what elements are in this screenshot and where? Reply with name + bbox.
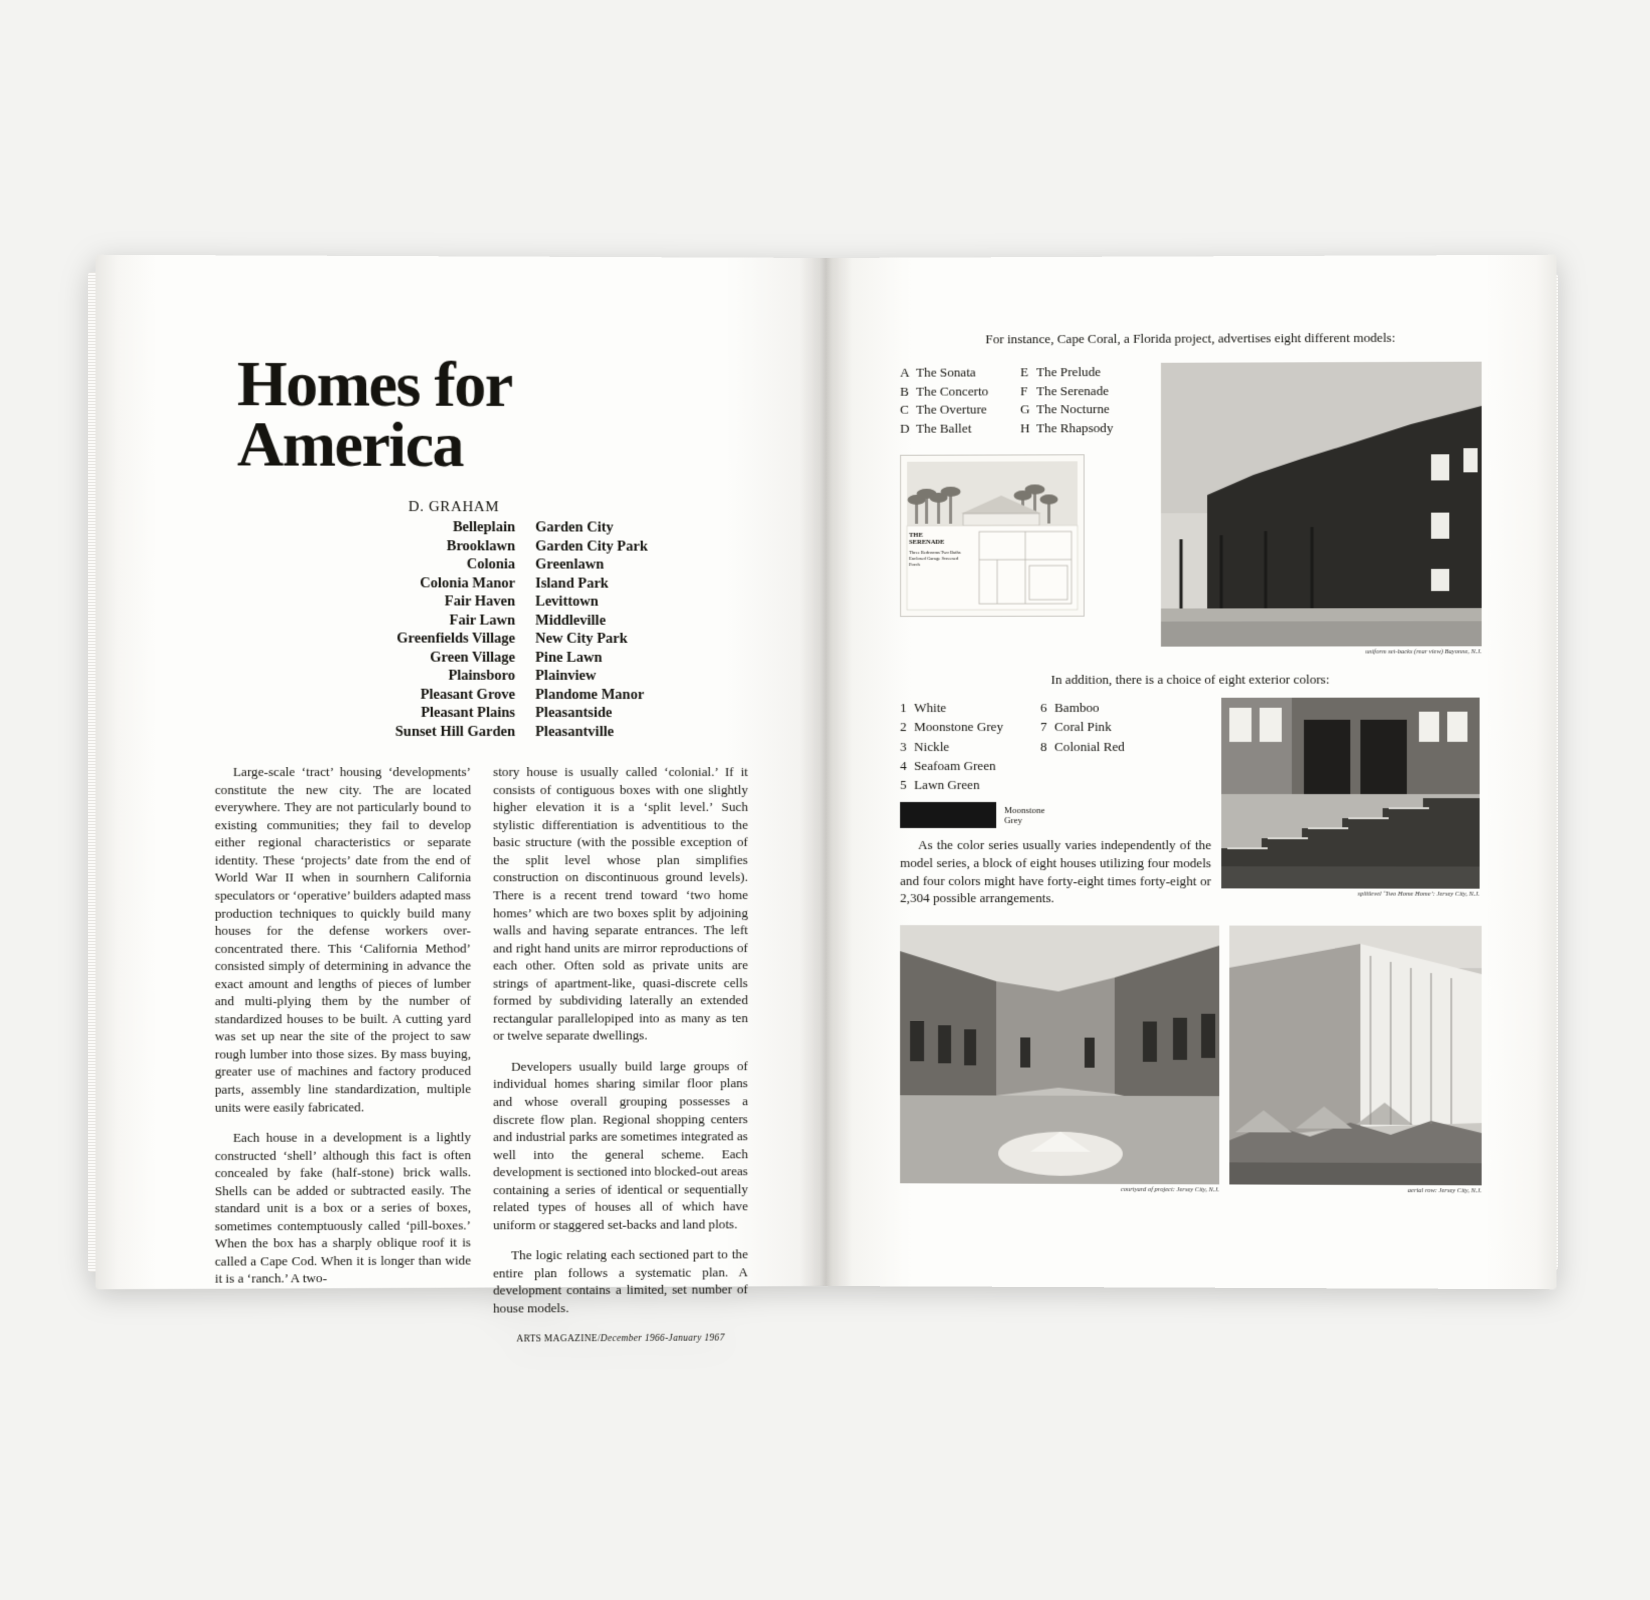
model-name: The Sonata: [916, 364, 976, 380]
table-row: [900, 698, 1201, 717]
brochure-title-line-1: THE: [909, 531, 923, 539]
color-number: 6: [1040, 699, 1047, 715]
color-number: 4: [900, 757, 907, 773]
color-names-list: [900, 698, 1201, 795]
list-item: Belleplain: [452, 519, 516, 536]
model-key: G: [1020, 401, 1030, 417]
photo-split-level-image: [1221, 698, 1479, 889]
swatch-label: [1004, 805, 1045, 826]
place-names-column-1: [366, 518, 515, 741]
colors-lead-line: In addition, there is a choice of eight exterior colors:: [1050, 671, 1330, 687]
photo-uniform-setbacks-image: [1161, 362, 1482, 647]
photo-aerial-row: [1229, 926, 1481, 1186]
color-name: Moonstone Grey: [914, 719, 1004, 735]
photo-courtyard-of-project: [900, 925, 1219, 1184]
color-name: Seafoam Green: [914, 757, 996, 773]
brochure-title-line-2: SERENADE: [909, 539, 945, 547]
list-item: Colonia Manor: [419, 575, 516, 592]
list-item: Sunset Hill Garden: [395, 723, 516, 740]
list-item: Pleasantville: [535, 723, 614, 740]
caption-courtyard: courtyard of project: Jersey City, N.J.: [1120, 1186, 1220, 1194]
table-row: [900, 736, 1201, 755]
table-row: [900, 775, 1201, 794]
model-key: H: [1020, 420, 1030, 436]
magazine-issue: December 1966-January 1967: [600, 1333, 725, 1344]
model-name: The Nocturne: [1036, 401, 1110, 417]
model-key: E: [1020, 364, 1029, 380]
article-column-2: [493, 763, 748, 1346]
bottom-photos-row: [900, 925, 1482, 1194]
photo-split-level-two-home-home: [1221, 698, 1479, 889]
color-name: Colonial Red: [1054, 738, 1125, 754]
list-item: Pleasant Grove: [420, 686, 516, 703]
caption-aerial-row: aerial row: Jersey City, N.J.: [1407, 1187, 1482, 1195]
color-name: Coral Pink: [1054, 719, 1112, 735]
table-row: [900, 363, 1141, 383]
colors-and-photo-row: [900, 698, 1482, 908]
left-page-content: [214, 336, 758, 1345]
color-number: 1: [900, 699, 907, 715]
caption-uniform-setbacks: uniform set-backs (rear view) Bayonne, N.J.: [1365, 648, 1482, 656]
model-key: A: [900, 364, 910, 380]
model-key: C: [900, 402, 909, 418]
paragraph: Large-scale ‘tract’ housing ‘developments’ constitute the new city. The are located everywhere. They are not particularly bound to existing communities; they fail to develop either regional characteristics or separate identity. These ‘projects’ date from the end of World War II when in sournhern California speculators or ‘operative’ builders adapted mass production techniques to quickly build many houses for the defense workers over-concentrated there. This ‘California Method’ consisted simply of determining in advance the exact amount and lengths of pieces of lumber and multi-plying them by the number of standardized houses to be built. A cutting yard was set up near the site of the project to saw rough lumber into those sizes. By mass buying, greater use of machines and factory produced parts, assembly line standardization, multiple units were easily fabricated.: [214, 764, 471, 1115]
color-number: 8: [1040, 738, 1047, 754]
magazine-credit: [493, 1332, 748, 1346]
list-item: Pleasant Plains: [420, 704, 516, 722]
right-page-content: [900, 329, 1482, 1224]
model-name: The Serenade: [1036, 382, 1109, 399]
table-row: [900, 382, 1141, 402]
color-number: 3: [900, 738, 907, 754]
list-item: Greenfields Village: [396, 630, 516, 647]
paragraph: Developers usually build large groups of individual homes sharing similar floor plans and whose overall grouping possesses a discrete flow plan. Regional shopping centers and industrial parks are sometimes integrated as well into the general scheme. Each development is sectioned into blocked-out areas containing a series of identical or sequentially related types of houses all of which have uniform or staggered set-backs and land plots.: [493, 1058, 748, 1233]
list-item: Fair Haven: [444, 593, 516, 610]
photo-courtyard-image: [900, 925, 1219, 1184]
list-item: Pleasantside: [535, 704, 613, 722]
list-item: Middleville: [535, 612, 606, 629]
swatch-label-line-1: Moonstone: [1004, 805, 1045, 816]
table-row: [900, 717, 1201, 736]
photo-uniform-setbacks: [1161, 362, 1482, 647]
left-page: [95, 255, 828, 1345]
model-key: B: [900, 383, 909, 399]
table-row: [900, 419, 1141, 438]
list-item: Pine Lawn: [535, 649, 603, 666]
brochure-illustration: [900, 454, 1085, 617]
list-item: Island Park: [535, 575, 609, 592]
table-row: [900, 400, 1141, 420]
list-item: Plandome Manor: [535, 686, 645, 703]
color-name: Bamboo: [1054, 699, 1100, 715]
list-item: Colonia: [466, 556, 516, 573]
color-name: Lawn Green: [914, 777, 980, 793]
magazine-name: ARTS MAGAZINE/: [516, 1333, 601, 1345]
model-name: The Rhapsody: [1036, 420, 1114, 436]
list-item: Levittown: [535, 593, 599, 610]
moonstone-grey-swatch: [900, 802, 996, 828]
byline: D. GRAHAM: [408, 499, 500, 516]
place-names-column-2: [515, 519, 706, 741]
table-row: [900, 756, 1201, 775]
color-number: 7: [1040, 719, 1047, 735]
place-names-table: [215, 518, 758, 741]
page-title: Homes for America: [237, 347, 511, 481]
color-series-body: [900, 836, 1211, 907]
model-key: D: [900, 420, 910, 436]
model-key: F: [1020, 383, 1028, 399]
caption-split-level: splitlevel ‘Two Home Home’: Jersey City, N.J.: [1357, 890, 1480, 898]
swatch-label-line-2: Grey: [1004, 815, 1023, 826]
color-name: White: [914, 699, 947, 715]
model-name: The Ballet: [916, 420, 972, 436]
list-item: Green Village: [429, 649, 516, 666]
right-page: [824, 255, 1557, 1290]
photo-aerial-row-image: [1229, 926, 1481, 1186]
model-name: The Prelude: [1036, 364, 1101, 380]
list-item: Plainsboro: [448, 667, 516, 684]
article-column-1: [215, 763, 471, 1347]
list-item: Garden City Park: [535, 538, 648, 555]
list-item: Garden City: [535, 519, 614, 536]
color-number: 5: [900, 777, 907, 793]
brochure-subtitle: Three Bedrooms Two Baths Enclosed Garage Screened Porch: [909, 549, 961, 567]
open-book: [100, 258, 1552, 1345]
color-swatch-row: [900, 802, 1211, 828]
color-name: Nickle: [914, 738, 950, 754]
list-item: Fair Lawn: [449, 612, 516, 629]
article-columns: [215, 763, 758, 1347]
models-and-photo-row: [900, 362, 1482, 656]
paragraph: story house is usually called ‘colonial.’ If it consists of contiguous boxes with one slightly higher elevation it is a ‘split level.’ Such stylistic differentiation is adventitious to the basic structure (with the possible exception of the split level whose plan simplifies construction on discontinuous ground levels). There is a recent trend toward ‘two home homes’ which are two boxes split by adjoining walls and having separate entrances. The left and right hand units are mirror reproductions of each other. Often sold as private units are strings of apartment-like, quasi-discrete cells formed by subdividing laterally an extended rectangular parallelopiped into as many as ten or twelve separate dwellings.: [493, 764, 748, 1044]
color-number: 2: [900, 719, 907, 735]
list-item: Plainview: [535, 667, 596, 685]
model-names-list: [900, 363, 1141, 439]
paragraph: Each house in a development is a lightly constructed ‘shell’ although this fact is often concealed by fake (half-stone) brick walls. Shells can be added or subtracted easily. The standard unit is a box or a series of boxes, sometimes contemptuously called ‘pill-boxes.’ When the box has a sharply oblique roof it is called a Cape Cod. When it is longer than wide it is a ‘ranch.’ A two-: [214, 1129, 471, 1287]
list-item: New City Park: [535, 630, 628, 648]
paragraph: As the color series usually varies independently of the model series, a block of eight houses utilizing four models and four colors might have forty-eight times forty-eight or 2,304 possible arrangements.: [900, 837, 1212, 906]
lead-line: For instance, Cape Coral, a Florida project, advertises eight different models:: [985, 329, 1396, 347]
paragraph: The logic relating each sectioned part to the entire plan follows a systematic plan. A development contains a limited, set number of house models.: [493, 1246, 748, 1316]
model-name: The Concerto: [916, 383, 989, 399]
list-item: Greenlawn: [535, 556, 604, 573]
list-item: Brooklawn: [446, 538, 516, 555]
model-name: The Overture: [916, 401, 987, 418]
brochure-title: [909, 532, 944, 547]
